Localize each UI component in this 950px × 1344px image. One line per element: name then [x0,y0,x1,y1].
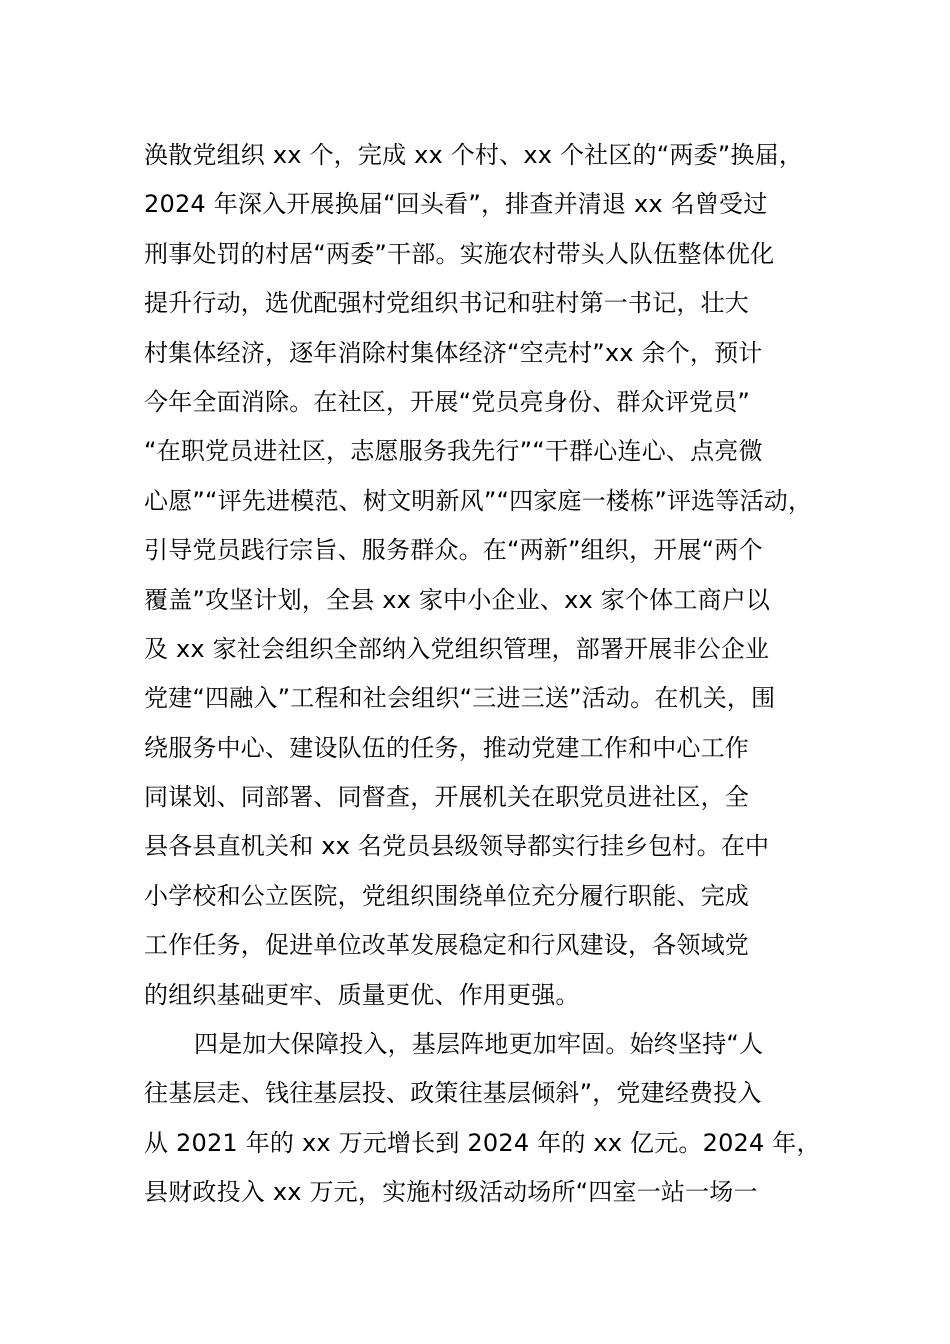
body-text [144,131,844,1218]
text-line: 心愿”“评先进模范、树文明新风”“四家庭一楼栋”评选等活动， [144,486,813,515]
text-line: 的组织基础更牢、质量更优、作用更强。 [144,980,580,1009]
text-line: 村集体经济，逐年消除村集体经济“空壳村”xx 余个，预计 [144,338,763,367]
text-line: 涣散党组织 xx 个，完成 xx 个村、xx 个社区的“两委”换届， [144,141,804,169]
paragraph-heading-line: 四是加大保障投入，基层阵地更加牢固。始终坚持“人 [194,1030,764,1059]
text-line: “在职党员进社区，志愿服务我先行”“干群心连心、点亮微 [144,437,763,466]
text-line: 覆盖”攻坚计划，全县 xx 家中小企业、xx 家个体工商户以 [144,585,771,614]
text-line: 今年全面消除。在社区，开展“党员亮身份、群众评党员” [144,387,751,416]
text-line: 同谋划、同部署、同督查，开展机关在职党员进社区，全 [144,783,749,812]
text-line: 从 2021 年的 xx 万元增长到 2024 年的 xx 亿元。2024 年， [144,1128,821,1157]
text-line: 党建“四融入”工程和社会组织“三进三送”活动。在机关，围 [144,684,776,713]
text-line: 及 xx 家社会组织全部纳入党组织管理，部署开展非公企业 [144,634,770,663]
text-line: 工作任务，促进单位改革发展稳定和行风建设，各领域党 [144,931,749,960]
text-line: 县财政投入 xx 万元，实施村级活动场所“四室一站一场一 [144,1178,758,1207]
text-line: 2024 年深入开展换届“回头看”，排查并清退 xx 名曾受过 [144,190,768,219]
text-line: 小学校和公立医院，党组织围绕单位充分履行职能、完成 [144,881,749,910]
text-line: 绕服务中心、建设队伍的任务，推动党建工作和中心工作 [144,733,749,762]
text-line: 提升行动，选优配强村党组织书记和驻村第一书记，壮大 [144,289,749,318]
text-line: 引导党员践行宗旨、服务群众。在“两新”组织，开展“两个 [144,536,763,565]
text-line: 刑事处罚的村居“两委”干部。实施农村带头人队伍整体优化 [144,239,775,268]
text-line: 县各县直机关和 xx 名党员县级领导都实行挂乡包村。在中 [144,832,770,861]
text-line: 往基层走、钱往基层投、政策往基层倾斜”，党建经费投入 [144,1079,762,1108]
